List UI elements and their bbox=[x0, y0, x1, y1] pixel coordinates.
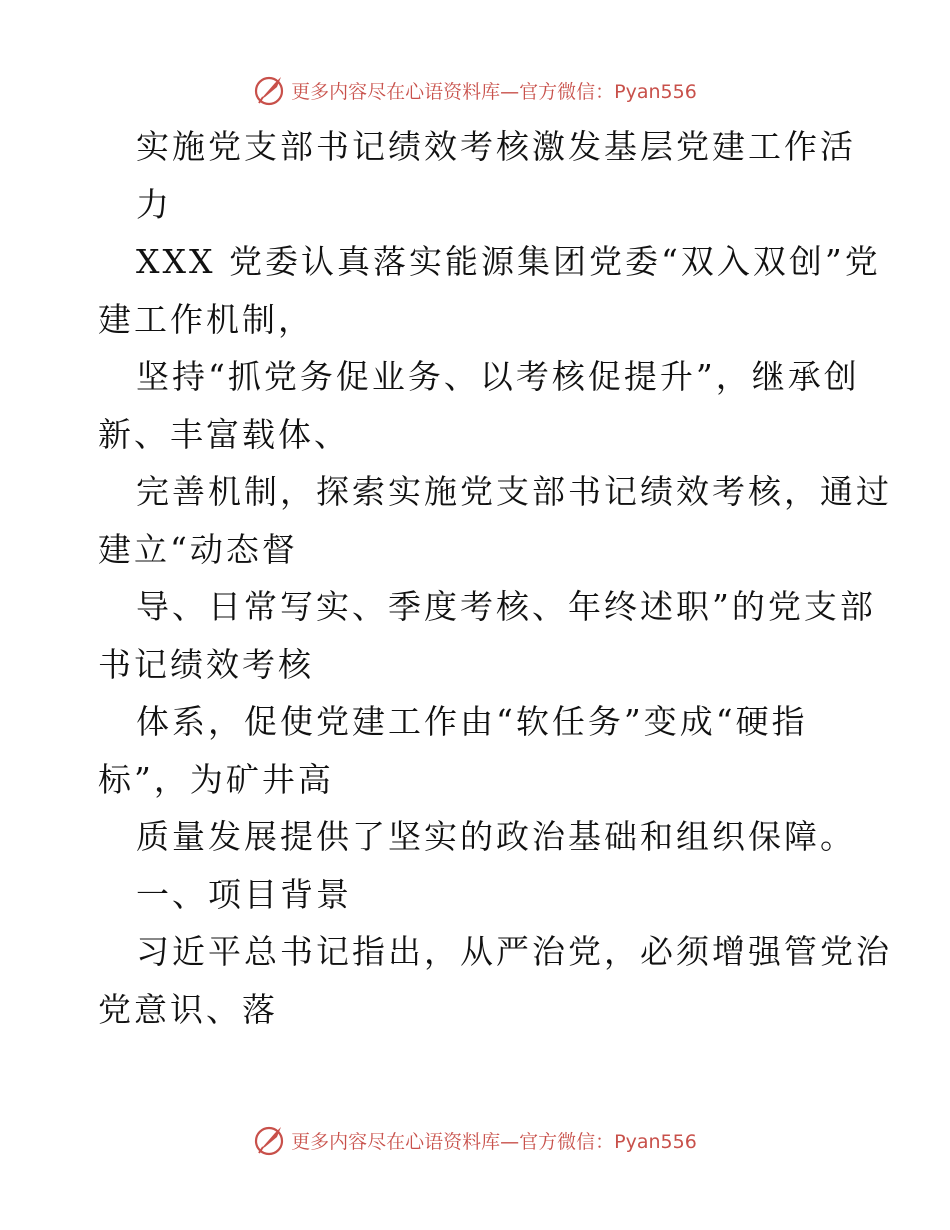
paragraph-line: 导、日常写实、季度考核、年终述职”的党支部 bbox=[136, 587, 876, 626]
paragraph-line: 建工作机制， bbox=[98, 299, 314, 339]
document-body bbox=[98, 118, 892, 1038]
paragraph-line: 标”，为矿井高 bbox=[98, 759, 334, 799]
title-line-1: 实施党支部书记绩效考核激发基层党建工作活 bbox=[136, 127, 856, 166]
paragraph-line: 坚持“抓党务促业务、以考核促提升”，继承创 bbox=[136, 357, 860, 396]
paragraph-line: 党意识、落 bbox=[98, 989, 278, 1029]
paragraph-line: 体系，促使党建工作由“软任务”变成“硬指 bbox=[136, 702, 808, 741]
quill-pen-logo-icon bbox=[253, 1123, 287, 1157]
paragraph-line: 质量发展提供了坚实的政治基础和组织保障。 bbox=[136, 817, 856, 856]
title-line-2: 力 bbox=[136, 184, 172, 224]
paragraph-line: 习近平总书记指出，从严治党，必须增强管党治 bbox=[136, 932, 892, 971]
paragraph-line: 新、丰富载体、 bbox=[98, 414, 350, 454]
header-banner-text: 更多内容尽在心语资料库—官方微信：Pyan556 bbox=[291, 80, 697, 103]
paragraph-line: 完善机制，探索实施党支部书记绩效考核，通过 bbox=[136, 472, 892, 511]
header-watermark-banner bbox=[0, 70, 950, 110]
footer-watermark-banner bbox=[0, 1120, 950, 1160]
paragraph-line: 建立“动态督 bbox=[98, 529, 298, 569]
section-heading: 一、项目背景 bbox=[136, 874, 352, 914]
paragraph-line: XXX 党委认真落实能源集团党委“双入双创”党 bbox=[136, 242, 881, 281]
footer-banner-text: 更多内容尽在心语资料库—官方微信：Pyan556 bbox=[291, 1130, 697, 1153]
paragraph-line: 书记绩效考核 bbox=[98, 644, 314, 684]
quill-pen-logo-icon bbox=[253, 73, 287, 107]
